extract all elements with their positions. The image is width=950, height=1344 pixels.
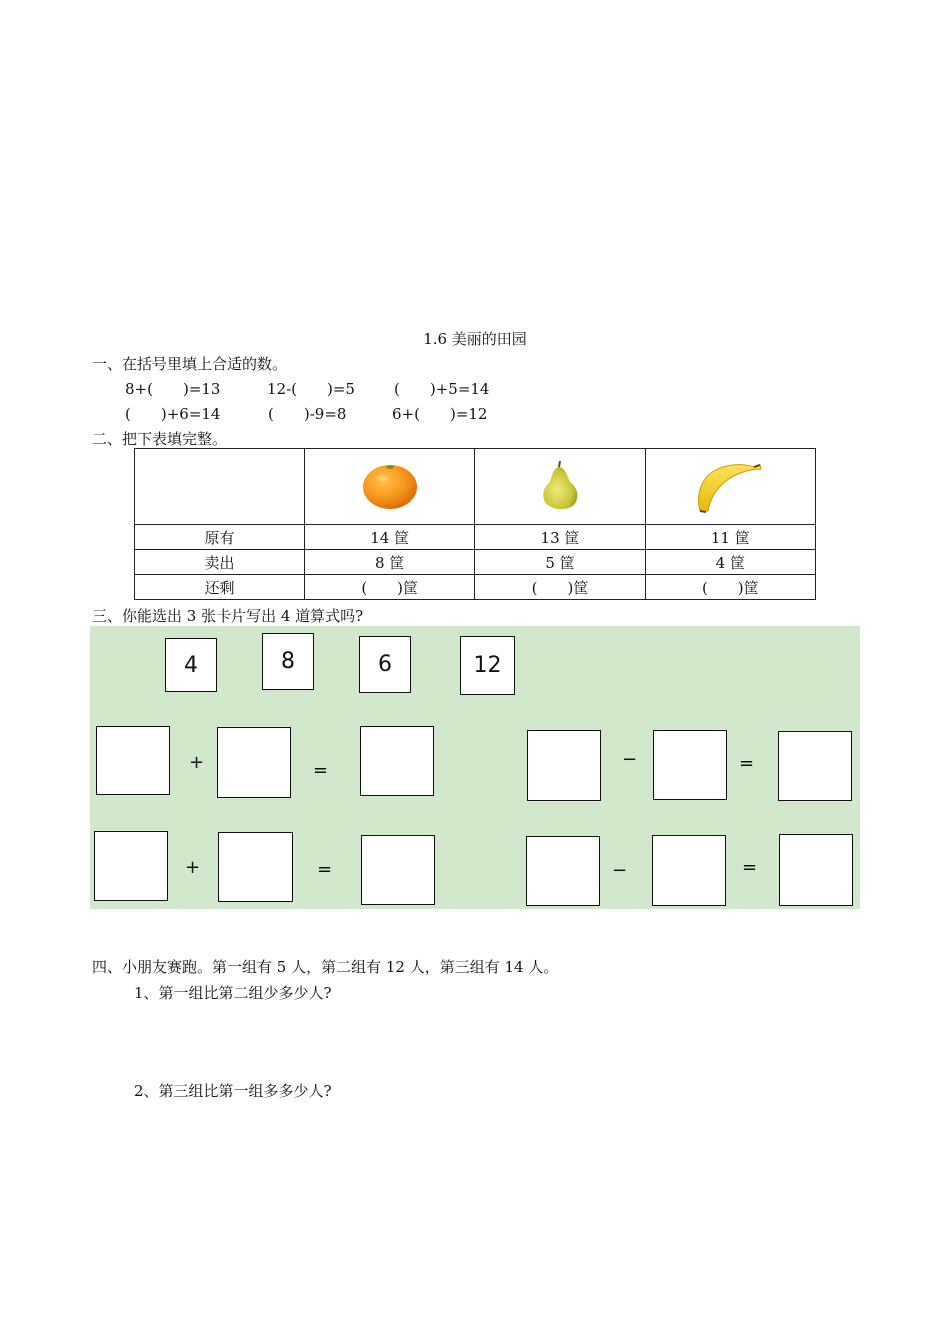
answer-box-sub1-a[interactable] [527,730,601,801]
number-card-4[interactable]: 4 [165,638,217,692]
number-card-8[interactable]: 8 [262,633,314,690]
equation-1-3: ( )+5=14 [394,380,490,398]
question-2: 2、第三组比第一组多多少人? [134,1082,332,1100]
section4-heading: 四、小朋友赛跑。第一组有 5 人，第二组有 12 人，第三组有 14 人。 [92,958,559,976]
equals-sign: = [317,859,333,880]
pear-icon [535,459,585,511]
answer-box-add2-b[interactable] [218,832,293,902]
answer-box-add2-a[interactable] [94,831,168,901]
answer-box-sub1-result[interactable] [778,731,852,801]
equation-1-2: 12-( )=5 [267,380,355,398]
fruit-table [134,448,816,600]
equation-2-2: ( )-9=8 [268,405,347,423]
orange-icon [360,459,420,511]
equation-2-1: ( )+6=14 [125,405,221,423]
table-corner-cell [135,449,305,525]
answer-box-add1-a[interactable] [96,726,170,795]
answer-box-add1-result[interactable] [360,726,434,796]
equals-sign: = [313,760,329,781]
equation-2-3: 6+( )=12 [392,405,488,423]
pear-cell [475,449,645,525]
cell-pear-sold: 5 筐 [475,550,645,575]
question-1: 1、第一组比第二组少多少人? [134,984,332,1002]
cell-banana-remaining[interactable]: ( )筐 [645,575,815,600]
section1-heading: 一、在括号里填上合适的数。 [92,355,288,373]
number-card-6[interactable]: 6 [359,636,411,693]
minus-sign: − [612,860,628,881]
row-label-original: 原有 [135,525,305,550]
section2-heading: 二、把下表填完整。 [92,430,228,448]
cell-orange-original: 14 筐 [305,525,475,550]
cell-orange-sold: 8 筐 [305,550,475,575]
cell-banana-sold: 4 筐 [645,550,815,575]
cell-banana-original: 11 筐 [645,525,815,550]
equals-sign: = [742,857,758,878]
answer-box-sub1-b[interactable] [653,730,727,800]
answer-box-add1-b[interactable] [217,727,291,798]
row-label-sold: 卖出 [135,550,305,575]
answer-box-sub2-b[interactable] [652,835,726,906]
cell-pear-remaining[interactable]: ( )筐 [475,575,645,600]
cell-pear-original: 13 筐 [475,525,645,550]
answer-box-sub2-result[interactable] [779,834,853,906]
equals-sign: = [739,753,755,774]
cell-orange-remaining[interactable]: ( )筐 [305,575,475,600]
section3-heading: 三、你能选出 3 张卡片写出 4 道算式吗? [92,607,364,625]
equation-1-1: 8+( )=13 [125,380,221,398]
plus-sign: + [189,752,205,773]
number-card-12[interactable]: 12 [460,636,515,695]
banana-icon [694,457,766,513]
row-label-remaining: 还剩 [135,575,305,600]
answer-box-add2-result[interactable] [361,835,435,905]
orange-cell [305,449,475,525]
plus-sign: + [185,857,201,878]
answer-box-sub2-a[interactable] [526,836,600,906]
page-title: 1.6 美丽的田园 [423,330,527,348]
banana-cell [645,449,815,525]
minus-sign: − [622,749,638,770]
